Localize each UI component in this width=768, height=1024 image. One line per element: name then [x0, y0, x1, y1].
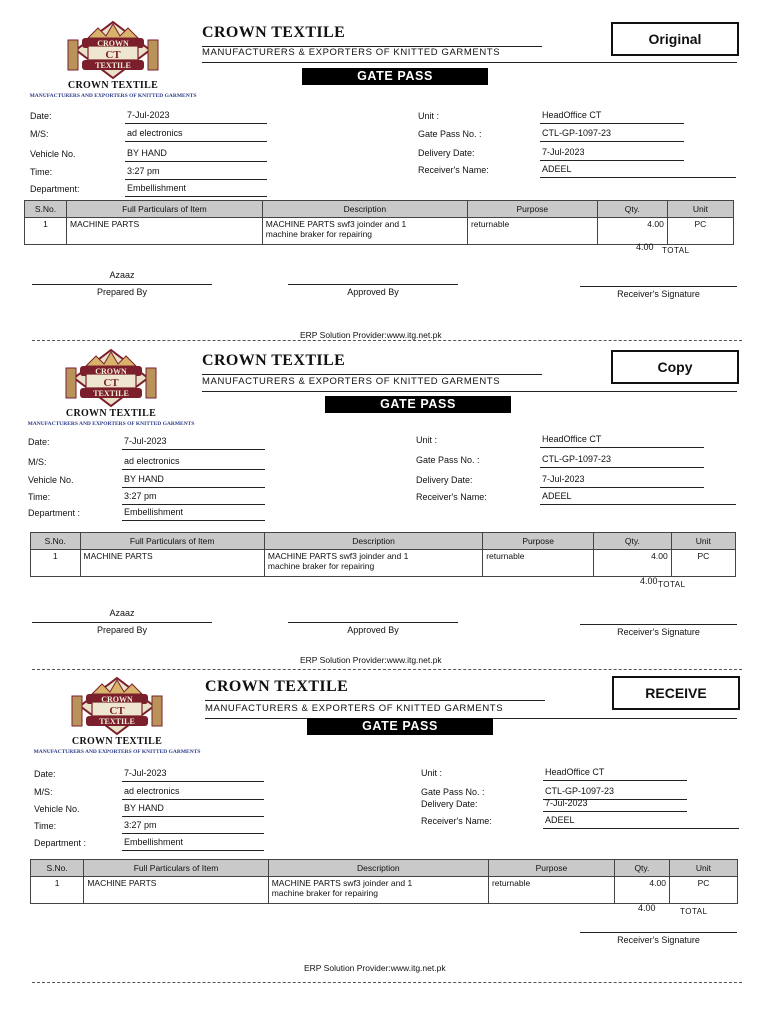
gate-pass-section-1	[0, 0, 768, 340]
column-header: Description	[268, 860, 488, 877]
table-header-row	[31, 860, 738, 877]
label-ms: M/S:	[30, 129, 49, 139]
column-header: Description	[262, 201, 467, 218]
table-header-row	[25, 201, 734, 218]
label-delivery_date: Delivery Date:	[416, 475, 473, 485]
svg-text:CT: CT	[105, 49, 121, 61]
cell-item: MACHINE PARTS	[67, 218, 263, 245]
value-gate_pass_no: CTL-GP-1097-23	[543, 786, 687, 800]
value-time: 3:27 pm	[122, 820, 264, 834]
svg-text:CROWN: CROWN	[97, 39, 129, 48]
header-underline	[205, 700, 545, 701]
value-ms: ad electronics	[122, 456, 265, 470]
column-header: S.No.	[31, 860, 84, 877]
company-name: CROWN TEXTILE	[205, 678, 349, 695]
cell-qty: 4.00	[594, 550, 672, 577]
column-header: Qty.	[597, 201, 667, 218]
receiver-signature-label: Receiver's Signature	[617, 935, 700, 945]
erp-provider: ERP Solution Provider:www.itg.net.pk	[304, 963, 446, 973]
label-receiver_name: Receiver's Name:	[416, 492, 487, 502]
label-ms: M/S:	[28, 457, 47, 467]
value-gate_pass_no: CTL-GP-1097-23	[540, 128, 684, 142]
column-header: Full Particulars of Item	[84, 860, 268, 877]
description-line-1: MACHINE PARTS swf3 joinder and 1	[271, 878, 413, 888]
prepared-by-line	[32, 622, 212, 623]
table-row	[25, 218, 734, 245]
svg-text:CT: CT	[109, 705, 125, 717]
erp-provider: ERP Solution Provider:www.itg.net.pk	[300, 655, 442, 665]
value-delivery_date: 7-Jul-2023	[543, 798, 687, 812]
receiver-signature-label: Receiver's Signature	[617, 627, 700, 637]
label-time: Time:	[34, 821, 57, 831]
label-unit: Unit :	[421, 768, 443, 778]
table-row	[31, 877, 738, 904]
value-department: Embellishment	[122, 837, 264, 851]
label-date: Date:	[34, 769, 56, 779]
svg-text:CT: CT	[103, 377, 119, 389]
cell-sno: 1	[31, 550, 81, 577]
column-header: Unit	[667, 201, 733, 218]
company-name: CROWN TEXTILE	[202, 24, 346, 41]
value-date: 7-Jul-2023	[122, 768, 264, 782]
copy-label-box: Copy	[611, 350, 739, 384]
erp-provider: ERP Solution Provider:www.itg.net.pk	[300, 330, 442, 340]
gate-pass-banner: GATE PASS	[302, 68, 488, 85]
items-table	[24, 200, 734, 245]
value-vehicle: BY HAND	[122, 803, 264, 817]
company-tagline: MANUFACTURERS & EXPORTERS OF KNITTED GARMENTS	[205, 703, 504, 714]
svg-text:TEXTILE: TEXTILE	[95, 61, 131, 70]
cell-item: MACHINE PARTS	[84, 877, 268, 904]
cell-purpose: returnable	[488, 877, 614, 904]
value-delivery_date: 7-Jul-2023	[540, 474, 704, 488]
label-delivery_date: Delivery Date:	[421, 799, 478, 809]
approved-by-label: Approved By	[347, 625, 399, 635]
cell-unit: PC	[667, 218, 733, 245]
column-header: S.No.	[25, 201, 67, 218]
svg-text:TEXTILE: TEXTILE	[99, 717, 135, 726]
label-vehicle: Vehicle No.	[34, 804, 80, 814]
value-date: 7-Jul-2023	[125, 110, 267, 124]
cell-description	[262, 218, 467, 245]
company-logo	[26, 348, 196, 430]
cell-qty: 4.00	[597, 218, 667, 245]
total-value: 4.00	[636, 242, 654, 252]
cell-sno: 1	[31, 877, 84, 904]
total-label: TOTAL	[658, 580, 686, 589]
value-vehicle: BY HAND	[125, 148, 267, 162]
column-header: Purpose	[467, 201, 597, 218]
label-receiver_name: Receiver's Name:	[421, 816, 492, 826]
value-receiver_name: ADEEL	[540, 491, 736, 505]
value-unit: HeadOffice CT	[540, 110, 684, 124]
cell-description	[268, 877, 488, 904]
column-header: Purpose	[483, 533, 594, 550]
value-gate_pass_no: CTL-GP-1097-23	[540, 454, 704, 468]
logo-company-name: CROWN TEXTILE	[67, 80, 159, 91]
label-vehicle: Vehicle No.	[30, 149, 76, 159]
copy-label-box: Original	[611, 22, 739, 56]
company-tagline: MANUFACTURERS & EXPORTERS OF KNITTED GARMENTS	[202, 47, 501, 58]
column-header: Full Particulars of Item	[67, 201, 263, 218]
label-time: Time:	[30, 167, 53, 177]
header-rule	[202, 391, 737, 392]
company-logo	[32, 676, 202, 758]
prepared-by-name: Azaaz	[109, 270, 135, 280]
cell-unit: PC	[671, 550, 735, 577]
column-header: Purpose	[488, 860, 614, 877]
label-gate_pass_no: Gate Pass No. :	[416, 455, 480, 465]
label-department: Department :	[28, 508, 81, 518]
approved-by-line	[288, 284, 458, 285]
table-header-row	[31, 533, 736, 550]
cell-qty: 4.00	[614, 877, 669, 904]
copy-label-box: RECEIVE	[612, 676, 740, 710]
receiver-signature-line	[580, 932, 737, 933]
label-date: Date:	[30, 111, 52, 121]
approved-by-line	[288, 622, 458, 623]
label-receiver_name: Receiver's Name:	[418, 165, 489, 175]
cell-purpose: returnable	[467, 218, 597, 245]
total-value: 4.00	[640, 576, 658, 586]
description-line-2: machine braker for repairing	[267, 561, 375, 571]
logo-tagline: MANUFACTURERS AND EXPORTERS OF KNITTED GARMENTS	[33, 749, 201, 755]
cell-description	[264, 550, 482, 577]
prepared-by-name: Azaaz	[109, 608, 135, 618]
table-row	[31, 550, 736, 577]
total-label: TOTAL	[680, 907, 708, 916]
column-header: Description	[264, 533, 482, 550]
value-time: 3:27 pm	[125, 166, 267, 180]
description-line-1: MACHINE PARTS swf3 joinder and 1	[265, 219, 407, 229]
label-time: Time:	[28, 492, 51, 502]
value-receiver_name: ADEEL	[543, 815, 739, 829]
gate-pass-section-3	[0, 656, 768, 990]
value-unit: HeadOffice CT	[543, 767, 687, 781]
company-name: CROWN TEXTILE	[202, 352, 346, 369]
column-header: Qty.	[594, 533, 672, 550]
value-ms: ad electronics	[122, 786, 264, 800]
label-department: Department:	[30, 184, 80, 194]
receiver-signature-label: Receiver's Signature	[617, 289, 700, 299]
label-department: Department :	[34, 838, 87, 848]
logo-company-name: CROWN TEXTILE	[71, 736, 163, 747]
value-receiver_name: ADEEL	[540, 164, 736, 178]
prepared-by-line	[32, 284, 212, 285]
value-department: Embellishment	[125, 183, 267, 197]
value-time: 3:27 pm	[122, 491, 265, 505]
prepared-by-label: Prepared By	[96, 625, 148, 635]
cell-sno: 1	[25, 218, 67, 245]
label-gate_pass_no: Gate Pass No. :	[418, 129, 482, 139]
label-gate_pass_no: Gate Pass No. :	[421, 787, 485, 797]
items-table	[30, 532, 736, 577]
value-date: 7-Jul-2023	[122, 436, 265, 450]
description-line-2: machine braker for repairing	[271, 888, 379, 898]
column-header: Qty.	[614, 860, 669, 877]
gate-pass-section-2	[0, 328, 768, 665]
prepared-by-label: Prepared By	[96, 287, 148, 297]
label-unit: Unit :	[418, 111, 440, 121]
value-vehicle: BY HAND	[122, 474, 265, 488]
svg-text:TEXTILE: TEXTILE	[93, 389, 129, 398]
logo-company-name: CROWN TEXTILE	[65, 408, 157, 419]
label-unit: Unit :	[416, 435, 438, 445]
cell-purpose: returnable	[483, 550, 594, 577]
gate-pass-banner: GATE PASS	[325, 396, 511, 413]
items-table	[30, 859, 738, 904]
company-tagline: MANUFACTURERS & EXPORTERS OF KNITTED GARMENTS	[202, 376, 501, 387]
label-date: Date:	[28, 437, 50, 447]
logo-tagline: MANUFACTURERS AND EXPORTERS OF KNITTED GARMENTS	[27, 421, 195, 427]
company-logo	[28, 20, 198, 102]
crown-logo-icon	[56, 348, 166, 408]
column-header: Unit	[671, 533, 735, 550]
value-department: Embellishment	[122, 507, 265, 521]
total-label: TOTAL	[662, 246, 690, 255]
cell-item: MACHINE PARTS	[80, 550, 264, 577]
svg-text:CROWN: CROWN	[101, 695, 133, 704]
gate-pass-banner: GATE PASS	[307, 718, 493, 735]
receiver-signature-line	[580, 624, 737, 625]
value-delivery_date: 7-Jul-2023	[540, 147, 684, 161]
description-line-2: machine braker for repairing	[265, 229, 373, 239]
value-ms: ad electronics	[125, 128, 267, 142]
header-underline	[202, 374, 542, 375]
crown-logo-icon	[62, 676, 172, 736]
label-delivery_date: Delivery Date:	[418, 148, 475, 158]
label-ms: M/S:	[34, 787, 53, 797]
cut-line	[32, 982, 742, 983]
crown-logo-icon	[58, 20, 168, 80]
label-vehicle: Vehicle No.	[28, 475, 74, 485]
description-line-1: MACHINE PARTS swf3 joinder and 1	[267, 551, 409, 561]
column-header: S.No.	[31, 533, 81, 550]
column-header: Unit	[669, 860, 737, 877]
logo-tagline: MANUFACTURERS AND EXPORTERS OF KNITTED GARMENTS	[29, 93, 197, 99]
svg-text:CROWN: CROWN	[95, 367, 127, 376]
cell-unit: PC	[669, 877, 737, 904]
total-value: 4.00	[638, 903, 656, 913]
column-header: Full Particulars of Item	[80, 533, 264, 550]
approved-by-label: Approved By	[347, 287, 399, 297]
header-rule	[202, 62, 737, 63]
receiver-signature-line	[580, 286, 737, 287]
value-unit: HeadOffice CT	[540, 434, 704, 448]
